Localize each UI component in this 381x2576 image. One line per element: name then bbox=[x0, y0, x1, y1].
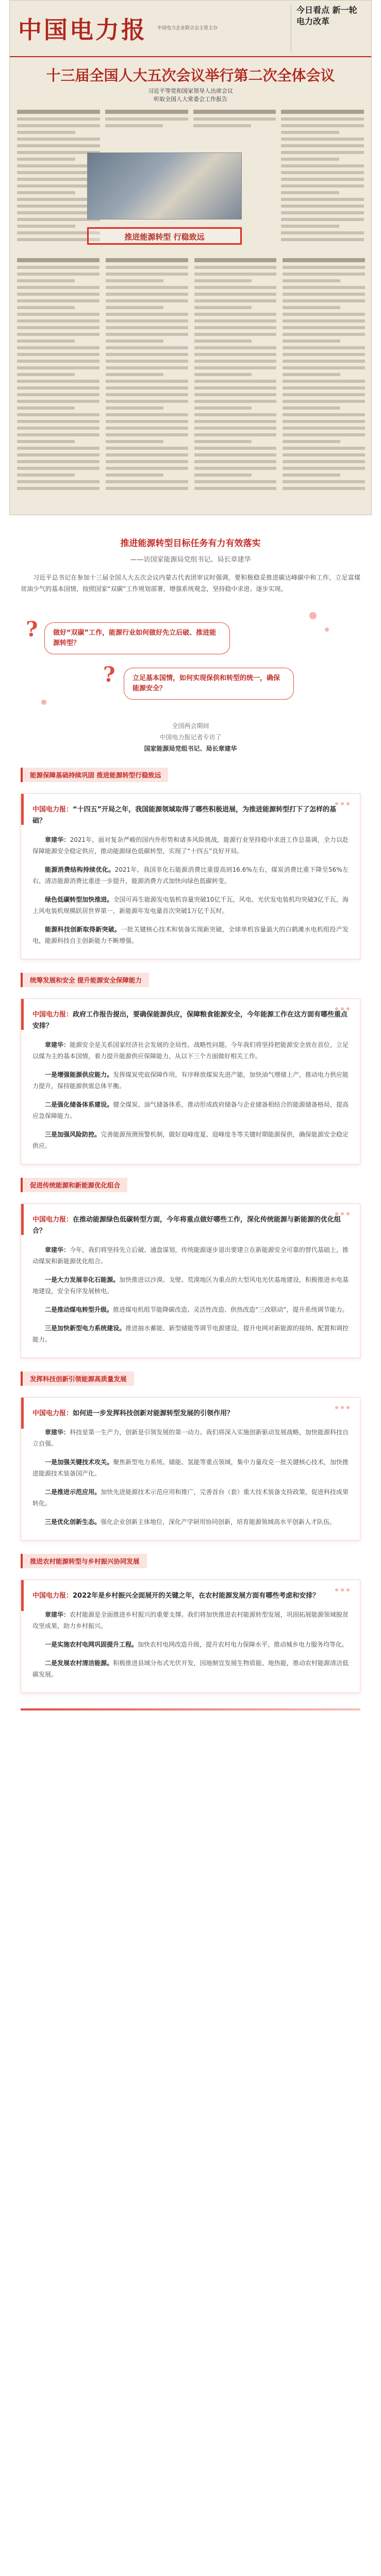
answer-body: 健全煤炭、油气储备体系，推动形成政府储备与企业储备相结合的能源储备格局，提高应急保障能力。 bbox=[32, 1101, 349, 1120]
section-heading: 促进传统能源和新能源优化组合 bbox=[21, 1178, 127, 1192]
question-text bbox=[32, 1590, 349, 1602]
question-text bbox=[32, 1214, 349, 1237]
answer-paragraph bbox=[32, 1039, 349, 1062]
answer-paragraph bbox=[32, 1657, 349, 1680]
qa-card bbox=[21, 1580, 360, 1693]
question-speaker: 中国电力报： bbox=[32, 1410, 73, 1417]
article-subtitle: ——访国家能源局党组书记、局长章建华 bbox=[130, 556, 251, 564]
article bbox=[21, 536, 360, 1710]
answer-paragraph bbox=[32, 1427, 349, 1449]
question-bubble-1: 做好“双碳”工作，能源行业如何做好先立后破、推进能源转型？ bbox=[44, 622, 230, 654]
answer-paragraph bbox=[32, 1069, 349, 1092]
decor-dot bbox=[309, 612, 317, 619]
highlight-text: 推进能源转型 行稳致远 bbox=[124, 232, 205, 242]
answer-paragraph bbox=[32, 864, 349, 887]
answer-lead: 三是优化创新生态。 bbox=[45, 1518, 101, 1526]
question-speaker: 中国电力报： bbox=[32, 1592, 73, 1600]
answer-paragraph bbox=[32, 1486, 349, 1509]
question-body: “十四五”开局之年，我国能源领域取得了哪些积极进展，为推进能源转型打下了怎样的基础？ bbox=[32, 806, 337, 825]
question-mark-icon: ? bbox=[26, 617, 38, 641]
decor-dots bbox=[335, 1212, 350, 1215]
answer-body: 发挥煤炭兜底保障作用，有序释放煤炭先进产能，加快油气增储上产，推动电力供应能力提升，保持能源供需总体平衡。 bbox=[32, 1071, 349, 1090]
answer-lead: 一是增强能源供应能力。 bbox=[45, 1071, 113, 1078]
front-subline-1: 习近平等党和国家领导人出席会议 bbox=[148, 88, 233, 94]
question-text bbox=[32, 1408, 349, 1419]
answer-paragraph bbox=[32, 924, 349, 946]
answer-body: 2021年，面对复杂严峻的国内外形势和诸多风险挑战，能源行业坚持稳中求进工作总基调，全力以赴保障能源安全稳定供应，推动能源绿色低碳转型，实现了“十四五”良好开局。 bbox=[32, 836, 349, 855]
answer-lead: 二是推动煤电转型升级。 bbox=[45, 1306, 113, 1313]
answer-lead: 一是大力发展非化石能源。 bbox=[45, 1276, 120, 1283]
answer-paragraph bbox=[32, 1304, 349, 1315]
answer-paragraph bbox=[32, 1516, 349, 1528]
front-photo bbox=[87, 152, 242, 219]
answer-body: 能源安全是关系国家经济社会发展的全局性、战略性问题。今年我们将坚持把能源安全放在首位，立足以煤为主的基本国情，着力提升能源供应保障能力，从以下三个方面做好相关工作。 bbox=[32, 1041, 349, 1060]
answer-paragraph bbox=[32, 1244, 349, 1267]
question-speaker: 中国电力报： bbox=[32, 1216, 73, 1224]
decor-dots bbox=[335, 1406, 350, 1409]
section-heading: 能源保障基础持续巩固 推进能源转型行稳致远 bbox=[21, 768, 168, 782]
answer-paragraph bbox=[32, 1099, 349, 1122]
front-subline-2: 听取全国人大常委会工作报告 bbox=[154, 96, 227, 103]
interview-sections bbox=[21, 754, 360, 1693]
answer-body: 完善能源预测预警机制，做好迎峰度夏、迎峰度冬等关键时期能源保供，确保能源安全稳定供应。 bbox=[32, 1131, 349, 1149]
intro-line: 全国两会期间 bbox=[172, 722, 209, 730]
section-heading: 发挥科技创新引领能源高质量发展 bbox=[21, 1371, 134, 1386]
decor-dot bbox=[325, 628, 329, 632]
side-headline: 今日看点 新一轮电力改革 bbox=[291, 5, 363, 52]
answer-body: 科技是第一生产力，创新是引领发展的第一动力。我们将深入实施创新驱动发展战略，加快能源科技自立自强。 bbox=[32, 1429, 349, 1447]
answer-lead: 二是强化储备体系建设。 bbox=[45, 1101, 113, 1108]
answer-paragraph bbox=[32, 1323, 349, 1345]
qa-card bbox=[21, 1397, 360, 1540]
answer-paragraph bbox=[32, 1274, 349, 1297]
text-block bbox=[194, 258, 277, 500]
newspaper-front-page bbox=[9, 0, 372, 515]
intro-paragraph: 习近平总书记在参加十三届全国人大五次会议内蒙古代表团审议时强调，要积极稳妥推进碳达峰碳中和工作，立足富煤贫油少气的基本国情，按照国家“双碳”工作规划部署，增强系统观念，坚持稳中求进、逐步实现。 bbox=[21, 574, 360, 592]
masthead bbox=[10, 1, 371, 57]
qa-card bbox=[21, 793, 360, 959]
masthead-info: 中国电力企业联合会主管主办 bbox=[157, 26, 218, 31]
question-text bbox=[32, 804, 349, 827]
question-bubble-2: 立足基本国情，如何实现保供和转型的统一，确保能源安全？ bbox=[124, 668, 294, 700]
question-speaker: 中国电力报： bbox=[32, 806, 73, 814]
text-column bbox=[281, 110, 364, 245]
text-block bbox=[17, 258, 100, 500]
answer-body: 强化企业创新主体地位，深化产学研用协同创新，培育能源领域高水平创新人才队伍。 bbox=[101, 1518, 336, 1526]
interview-intro bbox=[21, 720, 360, 754]
answer-body: 推进抽水蓄能、新型储能等调节电源建设，提升电网对新能源的接纳、配置和调控能力。 bbox=[32, 1325, 349, 1343]
answer-body: 一批关键核心技术和装备实现新突破，全球单机容量最大的白鹤滩水电机组投产发电，能源科技自主创新能力不断增强。 bbox=[32, 926, 349, 944]
intro-line-interviewee: 国家能源局党组书记、局长章建华 bbox=[144, 745, 237, 752]
question-speaker: 中国电力报： bbox=[32, 1011, 73, 1019]
answer-body: 加快推进以沙漠、戈壁、荒漠地区为重点的大型风电光伏基地建设，积极推进水电基地建设，安全有序发展核电。 bbox=[32, 1276, 349, 1295]
answer-speaker: 章建华： bbox=[45, 836, 70, 843]
answer-body: 加快先进能源技术示范应用和推广，完善首台（套）重大技术装备支持政策，促进科技成果转化。 bbox=[32, 1488, 349, 1507]
text-block bbox=[106, 258, 188, 500]
answer-paragraph bbox=[32, 1609, 349, 1632]
newspaper-logo: 中国电力报 bbox=[18, 16, 147, 44]
question-body: 2022年是乡村振兴全面展开的关键之年，在农村能源发展方面有哪些考虑和安排？ bbox=[73, 1592, 320, 1600]
answer-lead: 绿色低碳转型加快推进。 bbox=[45, 896, 113, 903]
front-lower-grid bbox=[17, 258, 365, 500]
answer-body: 农村能源是全面推进乡村振兴的重要支撑。我们将加快推进农村能源转型发展，巩固拓展能源领域脱贫攻坚成果，助力乡村振兴。 bbox=[32, 1611, 349, 1630]
answer-lead: 能源消费结构持续优化。 bbox=[45, 866, 115, 873]
answer-body: 积极推进县域分布式光伏开发，因地制宜发展生物质能、地热能，推动农村能源清洁低碳发展。 bbox=[32, 1659, 349, 1678]
footer-bar bbox=[21, 1708, 360, 1710]
answer-paragraph bbox=[32, 834, 349, 857]
answer-body: 聚焦新型电力系统、储能、氢能等重点领域，集中力量攻克一批关键核心技术，加快推进能源技术装备国产化。 bbox=[32, 1459, 349, 1477]
answer-body: 2021年，我国非化石能源消费比重提高到16.6%左右，煤炭消费比重下降至56%左右，清洁能源消费比重进一步提升，能源消费方式加快向绿色低碳转变。 bbox=[32, 866, 349, 885]
question-body: 在推动能源绿色低碳转型方面，今年将重点做好哪些工作，深化传统能源与新能源的优化组合？ bbox=[32, 1216, 341, 1235]
question-body: 如何进一步发挥科技创新对能源转型发展的引领作用？ bbox=[73, 1410, 234, 1417]
intro-line: 中国电力报记者专访了 bbox=[159, 734, 222, 741]
answer-speaker: 章建华： bbox=[45, 1429, 70, 1436]
answer-body: 推进煤电机组节能降碳改造、灵活性改造、供热改造“三改联动”，提升系统调节能力。 bbox=[113, 1306, 349, 1313]
section-heading: 统筹发展和安全 提升能源安全保障能力 bbox=[21, 973, 149, 987]
question-body: 政府工作报告提出，要确保能源供应，保障粮食能源安全，今年能源工作在这方面有哪些重点安排？ bbox=[32, 1011, 348, 1030]
answer-paragraph bbox=[32, 1456, 349, 1479]
answer-body: 全国可再生能源发电装机容量突破10亿千瓦，风电、光伏发电装机均突破3亿千瓦，海上风电装机规模跃居世界第一，新能源年发电量首次突破1万亿千瓦时。 bbox=[32, 896, 349, 914]
decor-dot bbox=[41, 700, 46, 705]
text-block bbox=[283, 258, 365, 500]
answer-lead: 二是推进示范应用。 bbox=[45, 1488, 101, 1496]
section-heading: 推进农村能源转型与乡村振兴协同发展 bbox=[21, 1554, 147, 1568]
question-mark-icon: ? bbox=[103, 663, 115, 687]
answer-lead: 二是发展农村清洁能源。 bbox=[45, 1659, 113, 1667]
answer-speaker: 章建华： bbox=[45, 1611, 70, 1618]
front-headline: 十三届全国人大五次会议举行第二次全体会议 bbox=[46, 67, 335, 84]
answer-lead: 一是实施农村电网巩固提升工程。 bbox=[45, 1641, 138, 1648]
answer-body: 加快农村电网改造升级，提升农村电力保障水平，推动城乡电力服务均等化。 bbox=[138, 1641, 349, 1648]
answer-paragraph bbox=[32, 894, 349, 917]
decor-dots bbox=[335, 802, 350, 805]
answer-lead: 一是加强关键技术攻关。 bbox=[45, 1459, 113, 1466]
answer-lead: 三是加快新型电力系统建设。 bbox=[45, 1325, 126, 1332]
qa-card bbox=[21, 1204, 360, 1358]
decor-dots bbox=[335, 1007, 350, 1010]
qa-card bbox=[21, 998, 360, 1164]
answer-paragraph bbox=[32, 1639, 349, 1650]
question-bubbles bbox=[21, 607, 360, 715]
answer-speaker: 章建华： bbox=[45, 1041, 70, 1048]
answer-body: 今年，我们将坚持先立后破、通盘谋划，传统能源逐步退出要建立在新能源安全可靠的替代基础上，推动煤炭和新能源优化组合。 bbox=[32, 1246, 349, 1265]
answer-paragraph bbox=[32, 1129, 349, 1151]
question-text bbox=[32, 1009, 349, 1032]
answer-lead: 能源科技创新取得新突破。 bbox=[45, 926, 121, 933]
answer-speaker: 章建华： bbox=[45, 1246, 70, 1253]
article-title: 推进能源转型目标任务有力有效落实 bbox=[120, 538, 261, 549]
answer-lead: 三是加强风险防控。 bbox=[45, 1131, 101, 1138]
decor-dots bbox=[335, 1588, 350, 1591]
